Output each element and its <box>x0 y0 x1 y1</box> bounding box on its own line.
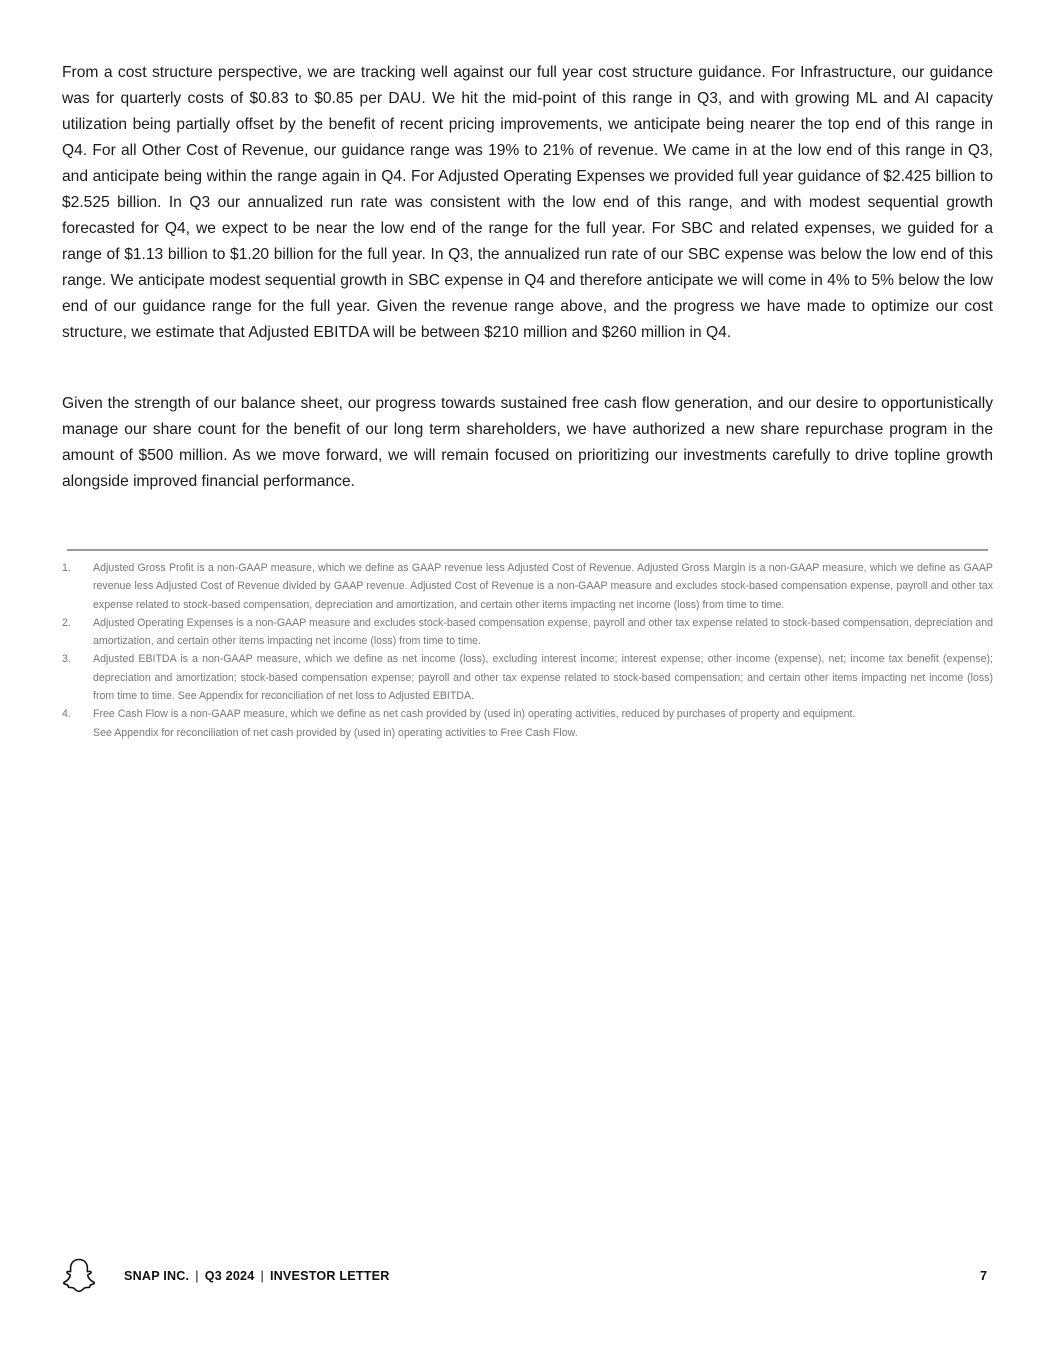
footnote-text-continued: See Appendix for reconciliation of net cash provided by (used in) operating activities to Free Cash Flow. <box>93 726 578 739</box>
footer-company: SNAP INC. <box>124 1269 190 1283</box>
footnote-text: Adjusted Gross Profit is a non-GAAP measure, which we define as GAAP revenue less Adjusted Cost of Revenue. Adjusted Gross Margin is a non-GAAP measure, which we define as GAAP revenue less Adjusted Cost of Revenue divided by GAAP revenue. Adjusted Cost of Revenue is a non-GAAP measure and excludes stock-based compensation expense, payroll and other tax expense related to stock-based compensation, depreciation and amortization, and certain other items impacting net income (loss) from time to time. <box>93 562 993 611</box>
snapchat-ghost-icon <box>62 1258 96 1294</box>
footnote-text: Adjusted EBITDA is a non-GAAP measure, which we define as net income (loss), excluding interest income; interest expense; other income (expense), net; income tax benefit (expense); depreciation and amortization; stock-based compensation expense; payroll and other tax expense related to stock-based compensation; and certain other items impacting net income (loss) from time to time. See Appendix for reconciliation of net loss to Adjusted EBITDA. <box>93 653 993 703</box>
footnote-3 <box>62 650 993 705</box>
footnote-text: Adjusted Operating Expenses is a non-GAAP measure and excludes stock-based compensation expense, payroll and other tax expense related to stock-based compensation, depreciation and amortization, and certain other items impacting net income (loss) from time to time. <box>93 616 993 648</box>
footnote-number: 2. <box>62 616 71 629</box>
footnote-4 <box>62 705 993 742</box>
footnote-divider <box>67 549 988 551</box>
footer-period: Q3 2024 <box>204 1269 255 1283</box>
page-footer <box>62 1258 993 1296</box>
body-paragraph-cost-structure: From a cost structure perspective, we are tracking well against our full year cost structure guidance. For Infrastructure, our guidance was for quarterly costs of $0.83 to $0.85 per DAU. We hit the mid-point of this range in Q3, and with growing ML and AI capacity utilization being partially offset by the benefit of recent pricing improvements, we anticipate being nearer the top end of this range in Q4. For all Other Cost of Revenue, our guidance range was 19% to 21% of revenue. We came in at the low end of this range in Q3, and anticipate being within the range again in Q4. For Adjusted Operating Expenses we provided full year guidance of $2.425 billion to $2.525 billion. In Q3 our annualized run rate was consistent with the low end of this range, and with modest sequential growth forecasted for Q4, we expect to be near the low end of the range for the full year. For SBC and related expenses, we guided for a range of $1.13 billion to $1.20 billion for the full year. In Q3, the annualized run rate of our SBC expense was below the low end of this range. We anticipate modest sequential growth in SBC expense in Q4 and therefore anticipate we will come in 4% to 5% below the low end of our guidance range for the full year. Given the revenue range above, and the progress we have made to optimize our cost structure, we estimate that Adjusted EBITDA will be between $210 million and $260 million in Q4. <box>62 64 993 341</box>
footnote-2 <box>62 614 993 651</box>
footnote-text: Free Cash Flow is a non-GAAP measure, which we define as net cash provided by (used in) operating activities, reduced by purchases of property and equipment. <box>93 708 856 721</box>
footnote-number: 3. <box>62 653 71 666</box>
footer-document: INVESTOR LETTER <box>269 1269 390 1283</box>
footnote-number: 1. <box>62 562 71 574</box>
footer-separator: | <box>195 1269 199 1283</box>
page-number: 7 <box>979 1269 987 1283</box>
footnote-1 <box>62 559 993 614</box>
footer-label <box>124 1269 390 1283</box>
footnotes-list <box>62 559 993 742</box>
footnote-number: 4. <box>62 708 71 721</box>
footer-separator: | <box>260 1269 264 1283</box>
body-paragraph-share-repurchase: Given the strength of our balance sheet, our progress towards sustained free cash flow generation, and our desire to opportunistically manage our share count for the benefit of our long term shareholders, we have authorized a new share repurchase program in the amount of $500 million. As we move forward, we will remain focused on prioritizing our investments carefully to drive topline growth alongside improved financial performance. <box>62 395 993 490</box>
